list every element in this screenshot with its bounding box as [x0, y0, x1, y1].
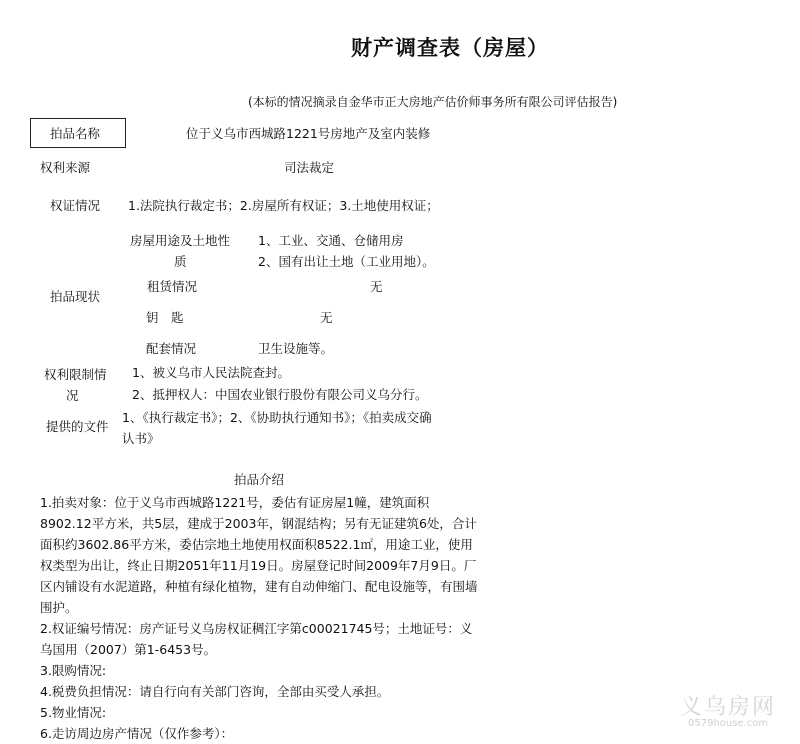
rights-source-value: 司法裁定: [284, 160, 335, 175]
restriction-label-line1: 权利限制情: [44, 367, 107, 382]
usage-label-line1: 房屋用途及土地性: [130, 233, 231, 248]
intro-paragraph: 5.物业情况:: [40, 705, 107, 720]
source-note: (本标的情况摘录自金华市正大房地产估价师事务所有限公司评估报告): [248, 95, 618, 109]
certificates-label: 权证情况: [50, 198, 101, 213]
facilities-label: 配套情况: [146, 341, 197, 356]
usage-value-line2: 2、国有出让土地（工业用地）。: [258, 254, 435, 269]
status-label: 拍品现状: [50, 289, 101, 304]
restriction-value-line2: 2、抵押权人：中国农业银行股份有限公司义乌分行。: [132, 387, 428, 402]
intro-paragraph: 1.拍卖对象：位于义乌市西城路1221号，委估有证房屋1幢，建筑面积8902.12平方米，共5层，建成于2003年，钢混结构；另有无证建筑6处，合计面积约3602.86平方米，委估宗地土地使用权面积8522.1㎡，用途工业，使用权类型为出让，终止日期2051年11月19日。房屋登记时间2009年7月9日。厂区内铺设有水泥道路，种植有绿化植物，建有自动伸缩门、配电设施等，有围墙围护。: [40, 495, 478, 615]
key-value: 无: [320, 310, 333, 325]
lease-label: 租赁情况: [147, 279, 198, 294]
key-label: 钥 匙: [146, 310, 184, 325]
lease-value: 无: [370, 279, 383, 294]
restriction-value-line1: 1、被义乌市人民法院查封。: [132, 365, 290, 380]
restriction-label-line2: 况: [66, 388, 79, 403]
lot-name-value: 位于义乌市西城路1221号房地产及室内装修: [186, 126, 431, 141]
intro-body: [40, 492, 480, 744]
docs-value-line2: 认书》: [122, 431, 160, 446]
docs-value-line1: 1、《执行裁定书》；2、《协助执行通知书》；《拍卖成交确: [122, 410, 432, 425]
certificates-value: 1.法院执行裁定书；2.房屋所有权证；3.土地使用权证；: [128, 198, 439, 213]
lot-name-label: 拍品名称: [50, 126, 101, 141]
intro-paragraph: 6.走访周边房产情况（仅作参考）：: [40, 726, 234, 741]
docs-label: 提供的文件: [46, 419, 109, 434]
page-title: 财产调查表（房屋）: [351, 36, 549, 60]
usage-label-line2: 质: [174, 254, 187, 269]
watermark-brand: 义乌房网: [680, 695, 777, 720]
intro-heading: 拍品介绍: [234, 472, 285, 487]
watermark-url: 0579house.com: [688, 718, 769, 729]
facilities-value: 卫生设施等。: [258, 341, 334, 356]
intro-paragraph: 3.限购情况:: [40, 663, 107, 678]
usage-value-line1: 1、工业、交通、仓储用房: [258, 233, 404, 248]
intro-paragraph: 2.权证编号情况：房产证号义乌房权证稠江字第c00021745号；土地证号：义乌国用（2007）第1-6453号。: [40, 621, 473, 657]
rights-source-label: 权利来源: [40, 160, 91, 175]
intro-paragraph: 4.税费负担情况：请自行向有关部门咨询，全部由买受人承担。: [40, 684, 390, 699]
